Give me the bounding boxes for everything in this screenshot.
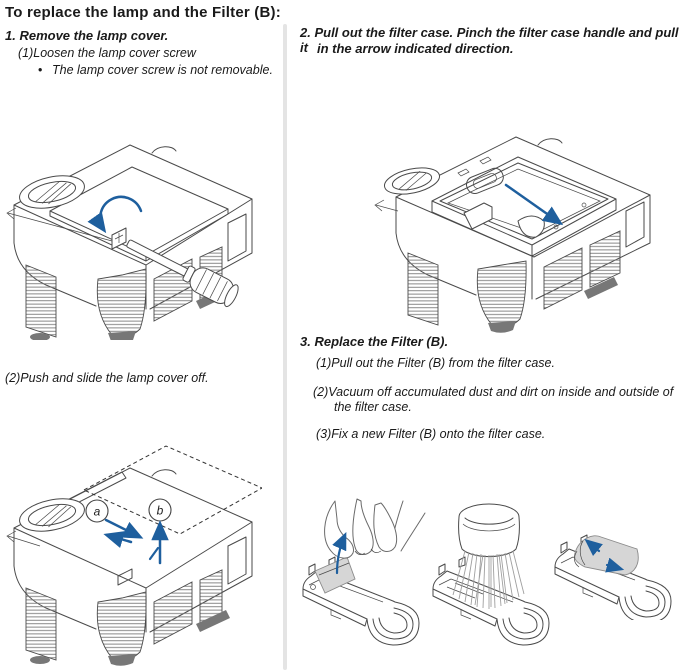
page-title: To replace the lamp and the Filter (B): bbox=[5, 4, 281, 21]
step2-heading-line2: in the arrow indicated direction. bbox=[317, 41, 514, 56]
projector-body bbox=[7, 468, 252, 666]
step3-sub3: (3)Fix a new Filter (B) onto the filter case. bbox=[316, 427, 546, 441]
top-handle-notch bbox=[538, 139, 562, 145]
top-handle-notch bbox=[152, 147, 176, 153]
middle-finger bbox=[374, 503, 397, 552]
pointer-arrow-icon bbox=[7, 208, 16, 219]
corner-grille bbox=[97, 269, 146, 337]
svg-text:a: a bbox=[93, 504, 101, 519]
side-panel bbox=[228, 214, 246, 261]
pointer-arrow-icon bbox=[375, 200, 384, 211]
step1-sub2: (2)Push and slide the lamp cover off. bbox=[5, 371, 209, 385]
index-finger bbox=[353, 499, 373, 554]
front-foot bbox=[488, 321, 516, 333]
right-grille-2 bbox=[590, 231, 620, 287]
filter-sheet bbox=[315, 557, 355, 593]
side-panel bbox=[626, 202, 644, 247]
step1-sub1: (1)Loosen the lamp cover screw bbox=[18, 46, 196, 60]
step2-heading-line1: 2. Pull out the filter case. Pinch the filter case handle and pull it bbox=[300, 25, 679, 55]
step1-note-text: The lamp cover screw is not removable. bbox=[52, 63, 273, 77]
new-filter-sheet bbox=[574, 536, 638, 575]
label-b-badge bbox=[149, 499, 171, 521]
right-grille-1 bbox=[544, 248, 582, 309]
left-grille bbox=[26, 265, 56, 337]
step1-note bbox=[38, 63, 273, 77]
pointer-line bbox=[376, 205, 398, 211]
figure-fix-new-filter bbox=[549, 527, 678, 620]
figure-slide-lamp-cover bbox=[0, 410, 262, 672]
step3-sub2-line2: the filter case. bbox=[334, 400, 412, 414]
corner-grille bbox=[477, 261, 526, 327]
step3-heading: 3. Replace the Filter (B). bbox=[300, 334, 449, 349]
column-divider bbox=[283, 24, 287, 670]
step3-sub1: (1)Pull out the Filter (B) from the filter case. bbox=[316, 356, 555, 370]
bristles bbox=[453, 551, 524, 609]
svg-text:b: b bbox=[156, 503, 164, 518]
bullet-icon: • bbox=[38, 63, 43, 77]
step3-sub2-line1: (2)Vacuum off accumulated dust and dirt on inside and outside of bbox=[313, 385, 674, 399]
label-a-badge bbox=[86, 500, 108, 522]
figure-vacuum-filter-case bbox=[425, 497, 555, 647]
figure-pull-filter-case bbox=[368, 85, 668, 335]
figure-remove-lamp-cover bbox=[0, 95, 258, 340]
left-grille bbox=[408, 253, 438, 325]
step1-heading: 1. Remove the lamp cover. bbox=[5, 28, 169, 43]
figure-pull-out-filter bbox=[295, 497, 430, 647]
